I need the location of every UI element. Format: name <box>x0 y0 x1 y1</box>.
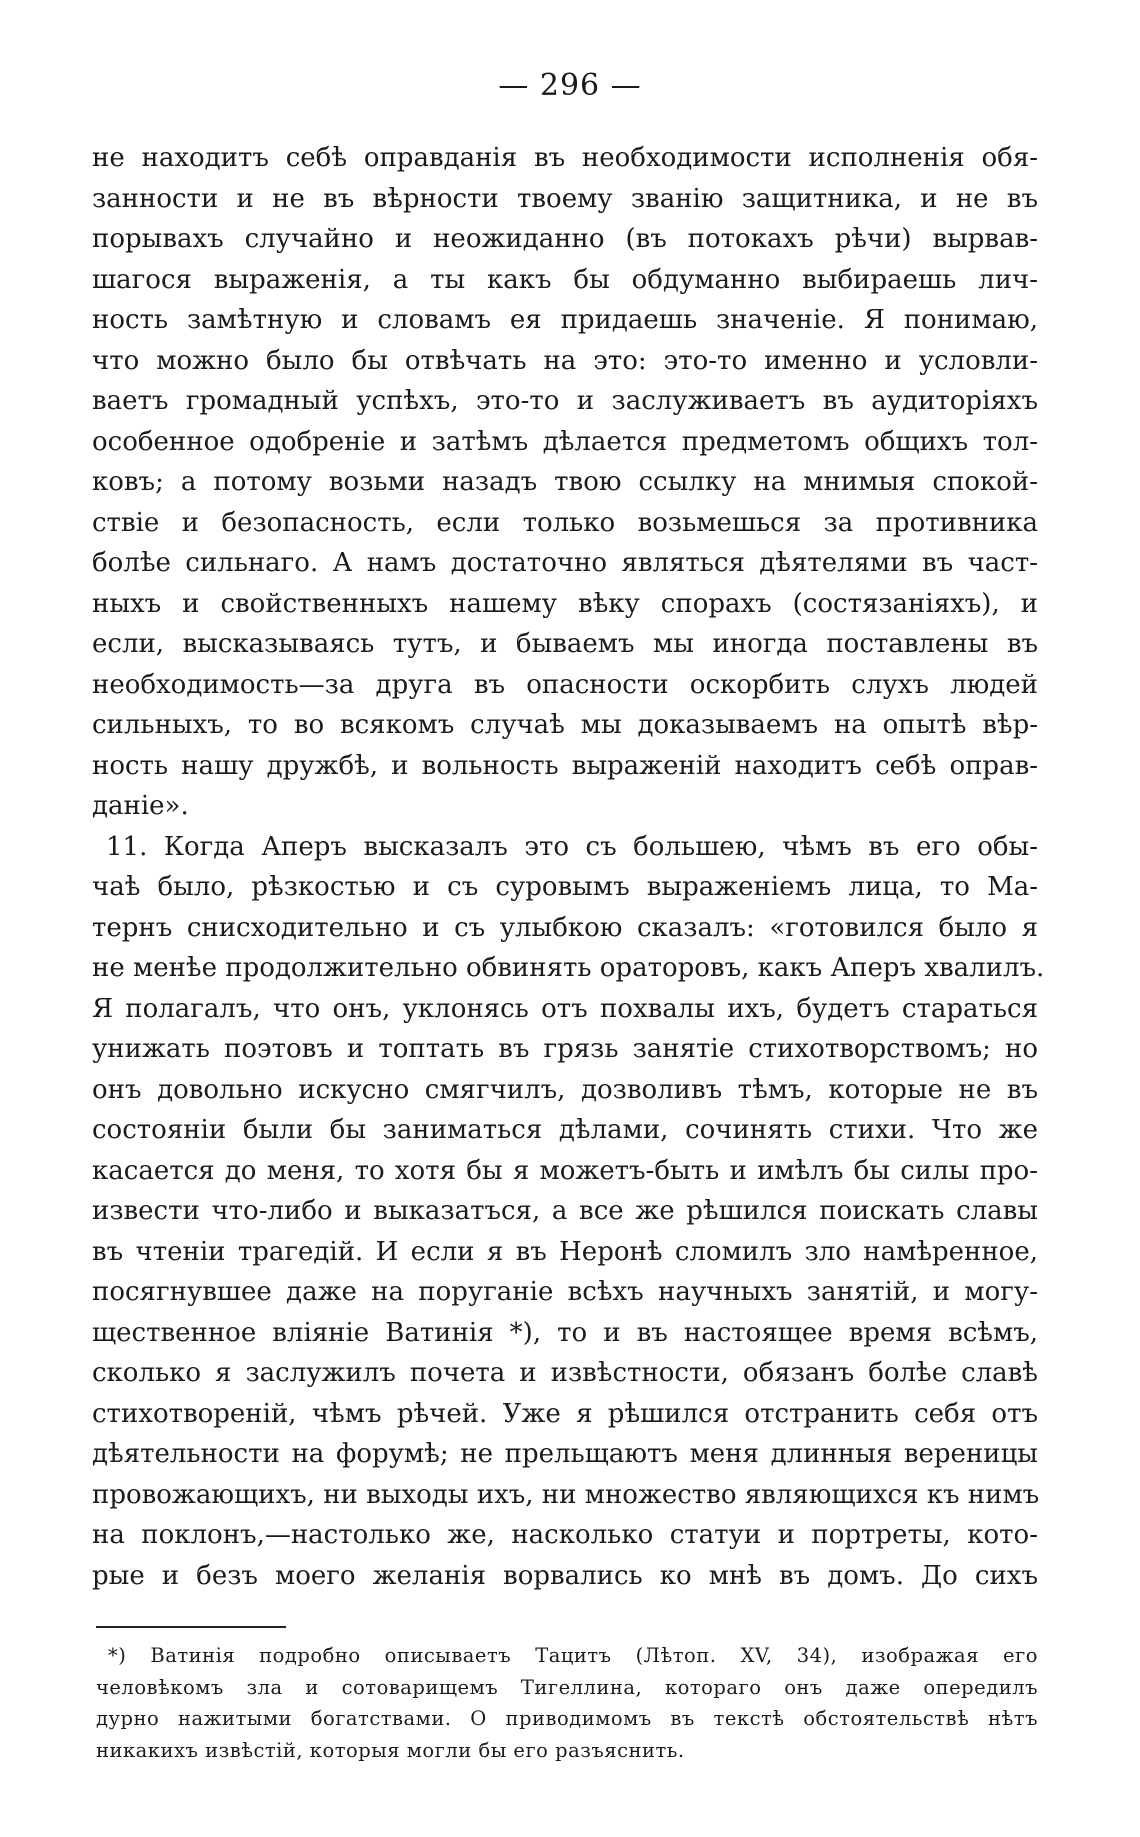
text-line: если, высказываясь тутъ, и бываемъ мы иногда поставлены въ <box>92 629 1038 659</box>
text-line: сколько я заслужилъ почета и извѣстности, обязанъ болѣе славѣ <box>92 1358 1038 1388</box>
text-line: ствіе и безопасность, если только возьмешься за противника <box>92 507 1038 538</box>
text-line: онъ довольно искусно смягчилъ, дозволивъ тѣмъ, которые не въ <box>92 1074 1038 1105</box>
footnote-divider <box>96 1626 286 1628</box>
text-line: болѣе сильнаго. А намъ достаточно являться дѣятелями въ част- <box>92 548 1038 578</box>
footnote-line: дурно нажитыми богатствами. О приводимомъ въ текстѣ обстоятельствѣ нѣтъ <box>96 1707 1038 1730</box>
text-line: посягнувшее даже на поруганіе всѣхъ научныхъ занятій, и могу- <box>92 1277 1038 1307</box>
text-line: щественное вліяніе Ватинія *), то и въ настоящее время всѣмъ, <box>92 1317 1038 1348</box>
text-line: дѣятельности на форумѣ; не прельщаютъ меня длинныя вереницы <box>92 1439 1038 1469</box>
text-line: необходимость—за друга въ опасности оскорбить слухъ людей <box>92 669 1038 700</box>
text-line: рые и безъ моего желанія ворвались ко мнѣ въ домъ. До сихъ <box>92 1560 1038 1591</box>
text-line: чаѣ было, рѣзкостью и съ суровымъ выраженіемъ лица, то Ма- <box>92 872 1038 902</box>
text-line: ность нашу дружбѣ, и вольность выраженій находитъ себѣ оправ- <box>92 750 1038 781</box>
text-line: не менѣе продолжительно обвинять ораторовъ, какъ Аперъ хвалилъ. <box>92 953 1045 983</box>
text-line: стихотвореній, чѣмъ рѣчей. Уже я рѣшился отстранить себя отъ <box>92 1398 1038 1429</box>
text-line: сильныхъ, то во всякомъ случаѣ мы доказываемъ на опытѣ вѣр- <box>92 710 1038 740</box>
text-line: ковъ; а потому возьми назадъ твою ссылку на мнимыя спокой- <box>92 467 1038 497</box>
text-line: не находитъ себѣ оправданія въ необходимости исполненія обя- <box>92 143 1038 173</box>
footnote-line: *) Ватинія подробно описываетъ Тацитъ (Лѣтоп. XV, 34), изображая его <box>108 1644 1038 1667</box>
text-line: ныхъ и свойственныхъ нашему вѣку спорахъ (состязаніяхъ), и <box>92 588 1038 619</box>
text-line: ность замѣтную и словамъ ея придаешь значеніе. Я понимаю, <box>92 305 1038 335</box>
main-text <box>92 138 1045 1596</box>
text-line: занности и не въ вѣрности твоему званію защитника, и не въ <box>92 183 1038 214</box>
text-line: что можно было бы отвѣчать на это: это-то именно и условли- <box>92 345 1038 376</box>
footnote-line: никакихъ извѣстій, которыя могли бы его разъяснить. <box>96 1738 685 1762</box>
text-line: провожающихъ, ни выходы ихъ, ни множество являющихся къ нимъ <box>92 1479 1040 1510</box>
footnote-line: человѣкомъ зла и сотоварищемъ Тигеллина, котораго онъ даже опередилъ <box>96 1675 1038 1699</box>
text-line: касается до меня, то хотя бы я можетъ-быть и имѣлъ бы силы про- <box>92 1155 1038 1186</box>
text-line: состояніи были бы заниматься дѣлами, сочинять стихи. Что же <box>92 1115 1038 1145</box>
text-line: тернъ снисходительно и съ улыбкою сказалъ: «готовился было я <box>92 912 1038 943</box>
text-line: шагося выраженія, а ты какъ бы обдуманно выбираешь лич- <box>92 264 1038 295</box>
text-line: унижать поэтовъ и топтать въ грязь занятіе стихотворствомъ; но <box>92 1034 1038 1064</box>
text-line: въ чтеніи трагедій. И если я въ Неронѣ сломилъ зло намѣренное, <box>92 1236 1038 1267</box>
text-line: ваетъ громадный успѣхъ, это-то и заслуживаетъ въ аудиторіяхъ <box>92 386 1038 416</box>
text-line: особенное одобреніе и затѣмъ дѣлается предметомъ общихъ тол- <box>92 426 1038 457</box>
paragraph-start-line: 11. Когда Аперъ высказалъ это съ большею, чѣмъ въ его обы- <box>106 831 1038 862</box>
text-line: порывахъ случайно и неожиданно (въ потокахъ рѣчи) вырвав- <box>92 224 1038 254</box>
text-line: Я полагалъ, что онъ, уклонясь отъ похвалы ихъ, будетъ стараться <box>92 993 1038 1024</box>
text-line: даніе». <box>92 791 189 821</box>
text-line: на поклонъ,—настолько же, насколько статуи и портреты, кото- <box>92 1520 1038 1550</box>
text-line: извести что-либо и выказатъся, а все же рѣшился поискать славы <box>92 1196 1038 1226</box>
footnote <box>96 1640 1038 1766</box>
page-number: — 296 — <box>498 68 642 103</box>
